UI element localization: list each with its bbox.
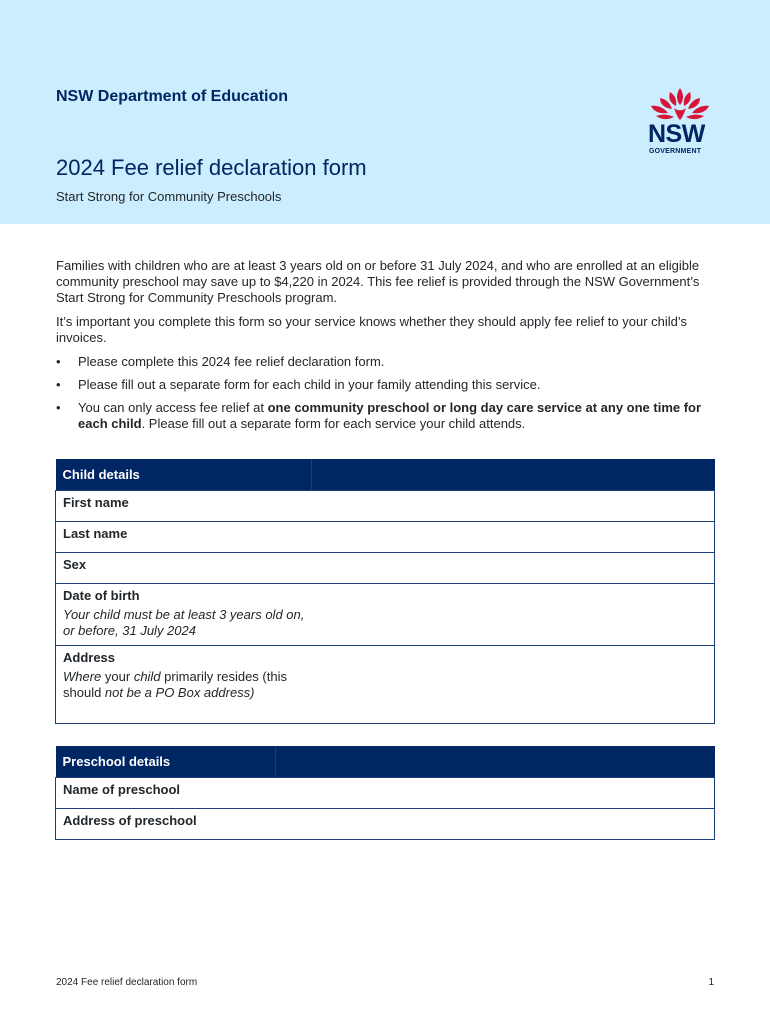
list-item (56, 400, 716, 432)
preschool-address-label (56, 808, 276, 839)
dob-label (56, 583, 312, 645)
list-item: • Please complete this 2024 fee relief declaration form. (56, 354, 716, 370)
preschool-name-field[interactable] (276, 777, 715, 808)
child-details-table (55, 459, 715, 724)
dob-field[interactable] (312, 583, 715, 645)
dob-hint: Your child must be at least 3 years old on, or before, 31 July 2024 (63, 606, 305, 638)
list-item-text: . Please fill out a separate form for each service your child attends. (141, 416, 526, 431)
page-title: 2024 Fee relief declaration form (56, 155, 367, 180)
department-name: NSW Department of Education (56, 88, 289, 105)
first-name-field[interactable] (312, 490, 715, 521)
first-name-label (56, 490, 312, 521)
instruction-list (56, 354, 716, 432)
preschool-details-table (55, 746, 715, 840)
hint-part: child (133, 668, 161, 684)
field-hint (63, 669, 305, 701)
nsw-government-logo (646, 86, 714, 158)
page-number: 1 (708, 977, 714, 988)
table-header-blank (312, 459, 715, 490)
list-item-text: You can only access fee relief at (78, 400, 268, 415)
hint-part: your (101, 668, 134, 684)
logo-wordmark: NSW (648, 120, 705, 148)
field-label: Address (63, 649, 116, 665)
intro-paragraph: It’s important you complete this form so your service knows whether they should apply fee relief to your child’s invoices. (56, 314, 688, 345)
preschool-address-field[interactable] (276, 808, 715, 839)
table-header-blank (276, 746, 715, 777)
preschool-details-heading: Preschool details (56, 746, 276, 777)
field-label: Last name (63, 525, 128, 541)
hint-part: Where (63, 668, 102, 684)
field-label: First name (63, 494, 129, 510)
intro-paragraph: Families with children who are at least 3 years old on or before 31 July 2024, and who are enrolled at an eligible community preschool may save up to $4,220 in 2024. This fee relief is provided through the NSW Government’s Start Strong for Community Preschools program. (56, 258, 700, 305)
child-details-heading: Child details (56, 459, 312, 490)
address-field[interactable] (312, 645, 715, 723)
intro-section (56, 258, 716, 439)
field-hint (63, 607, 305, 639)
logo-tagline: GOVERNMENT (649, 148, 702, 155)
last-name-label (56, 521, 312, 552)
hint-part: not be a PO Box address) (104, 684, 255, 700)
field-label: Name of preschool (63, 781, 181, 797)
field-label: Date of birth (63, 587, 140, 603)
last-name-field[interactable] (312, 521, 715, 552)
page-subtitle: Start Strong for Community Preschools (56, 189, 282, 204)
list-item-emphasis: one community preschool or long day care service at any one time for each child (78, 400, 702, 431)
address-label (56, 645, 312, 723)
header-banner (0, 0, 770, 224)
field-label: Address of preschool (63, 812, 197, 828)
sex-label (56, 552, 312, 583)
hint-part: primarily resides (this should (63, 668, 287, 700)
preschool-name-label (56, 777, 276, 808)
field-label: Sex (63, 556, 87, 572)
sex-field[interactable] (312, 552, 715, 583)
list-item: • Please fill out a separate form for each child in your family attending this service. (56, 377, 716, 393)
footer-title: 2024 Fee relief declaration form (56, 977, 198, 988)
